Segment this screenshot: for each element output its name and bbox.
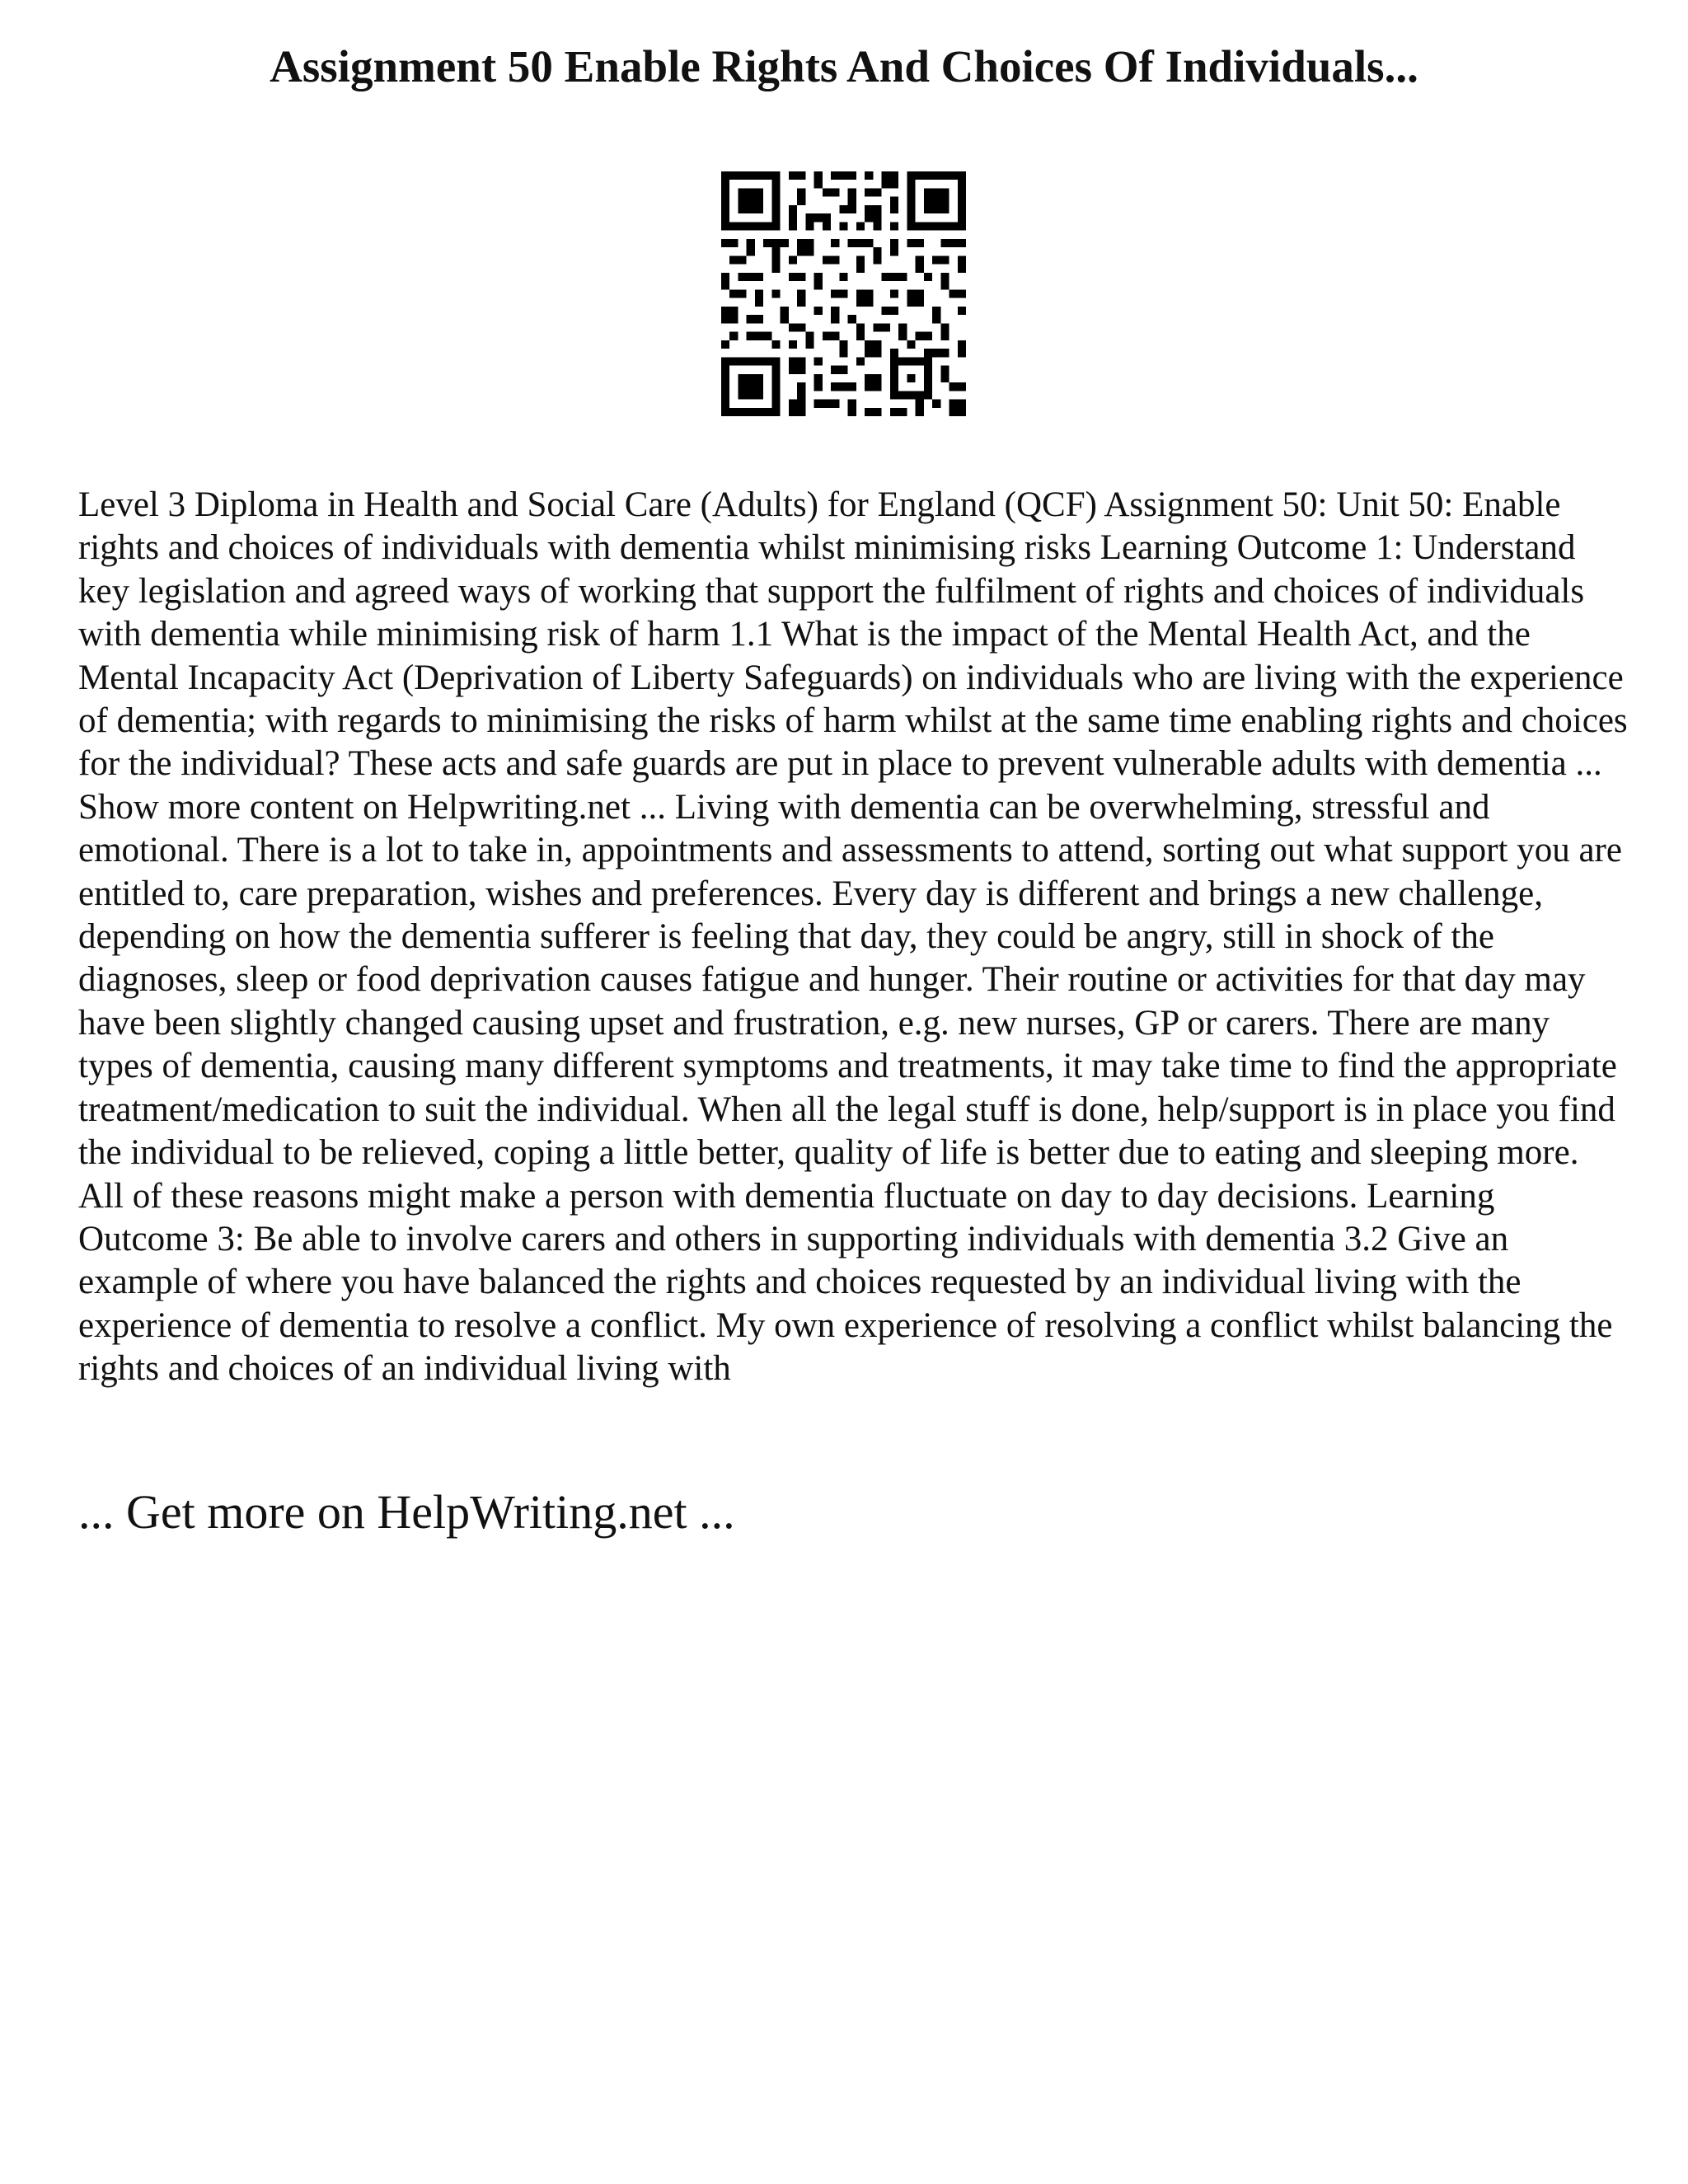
qr-code-icon[interactable] <box>721 171 966 416</box>
document-title: Assignment 50 Enable Rights And Choices Of Individuals... <box>270 41 1418 91</box>
document-body-text: Level 3 Diploma in Health and Social Care (Adults) for England (QCF) Assignment 50: Unit 50: Enable rights and choices of individuals with dementia whilst minimising risks Learning Outcome 1: Understand key legislation and agreed ways of working that support the fulfilment of rights and choices of individuals with dementia while minimising risk of harm 1.1 What is the impact of the Mental Health Act, and the Mental Incapacity Act (Deprivation of Liberty Safeguards) on individuals who are living with the experience of dementia; with regards to minimising the risks of harm whilst at the same time enabling rights and choices for the individual? These acts and safe guards are put in place to prevent vulnerable adults with dementia ... Show more content on Helpwriting.net ... Living with dementia can be overwhelming, stressful and emotional. There is a lot to take in, appointments and assessments to attend, sorting out what support you are entitled to, care preparation, wishes and preferences. Every day is different and brings a new challenge, depending on how the dementia sufferer is feeling that day, they could be angry, still in shock of the diagnoses, sleep or food deprivation causes fatigue and hunger. Their routine or activities for that day may have been slightly changed causing upset and frustration, e.g. new nurses, GP or carers. There are many types of dementia, causing many different symptoms and treatments, it may take time to find the appropriate treatment/medication to suit the individual. When all the legal stuff is done, help/support is in place you find the individual to be relieved, coping a little better, quality of life is better due to eating and sleeping more. All of these reasons might make a person with dementia fluctuate on day to day decisions. Learning Outcome 3: Be able to involve carers and others in supporting individuals with dementia 3.2 Give an example of where you have balanced the rights and choices requested by an individual living with the experience of dementia to resolve a conflict. My own experience of resolving a conflict whilst balancing the rights and choices of an individual living with <box>78 485 1628 1389</box>
get-more-link[interactable]: ... Get more on HelpWriting.net ... <box>78 1485 735 1539</box>
